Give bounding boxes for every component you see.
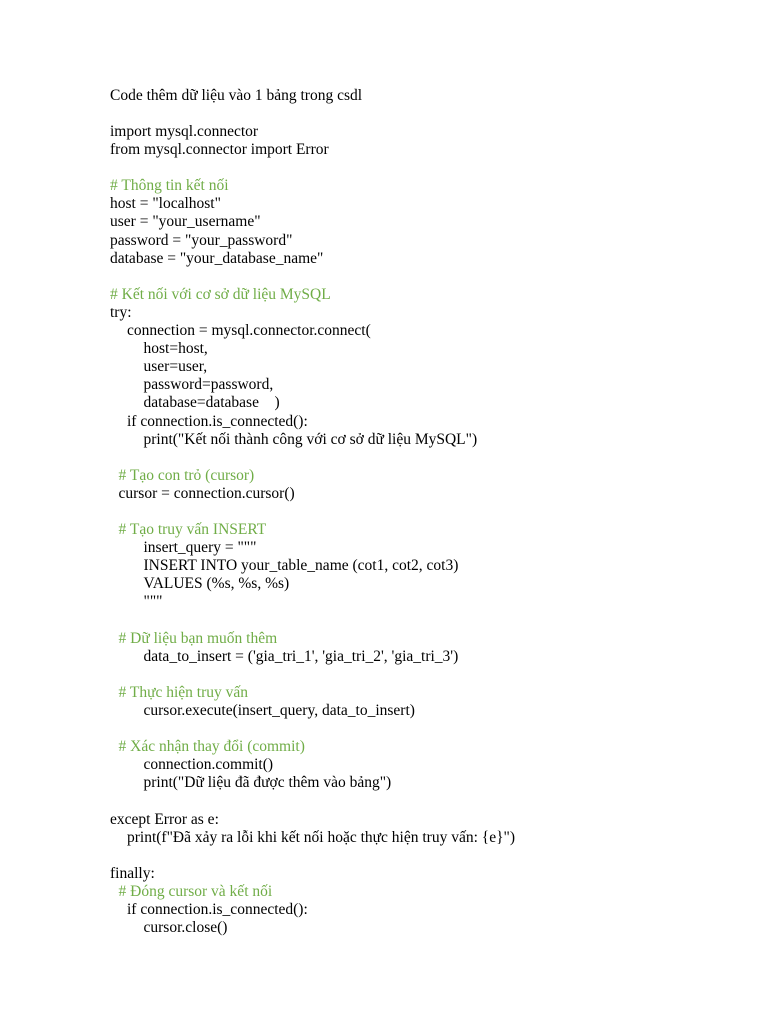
blank-line xyxy=(110,159,515,177)
code-line: cursor.execute(insert_query, data_to_insert) xyxy=(143,702,415,719)
blank-line xyxy=(110,847,515,865)
code-comment-line: # Xác nhận thay đổi (commit) xyxy=(118,738,305,756)
blank-line xyxy=(110,720,515,738)
code-line: INSERT INTO your_table_name (cot1, cot2, cot3) xyxy=(143,557,459,575)
code-line: print("Dữ liệu đã được thêm vào bảng") xyxy=(143,774,392,792)
code-line: host = "localhost" xyxy=(110,195,221,213)
code-comment-line: # Thực hiện truy vấn xyxy=(118,683,249,701)
document-title: Code thêm dữ liệu vào 1 bảng trong csdl xyxy=(110,87,363,104)
code-line: VALUES (%s, %s, %s) xyxy=(143,575,290,593)
code-line: password = "your_password" xyxy=(110,231,293,249)
code-line: print(f"Đã xảy ra lỗi khi kết nối hoặc thực hiện truy vấn: {e}") xyxy=(127,828,516,846)
code-comment-line: # Thông tin kết nối xyxy=(110,177,229,195)
code-line: data_to_insert = ('gia_tri_1', 'gia_tri_2', 'gia_tri_3') xyxy=(143,647,459,665)
code-line: insert_query = """ xyxy=(143,539,257,557)
code-line: except Error as e: xyxy=(110,810,219,828)
code-comment-line: # Tạo truy vấn INSERT xyxy=(118,521,267,539)
blank-line xyxy=(110,449,515,467)
code-line: user = "your_username" xyxy=(110,213,261,231)
code-line: connection.commit() xyxy=(143,756,274,774)
code-line: print("Kết nối thành công với cơ sở dữ liệu MySQL") xyxy=(143,430,478,448)
code-line: from mysql.connector import Error xyxy=(110,141,329,159)
blank-line xyxy=(110,612,515,630)
code-line: if connection.is_connected(): xyxy=(127,901,308,919)
code-line: if connection.is_connected(): xyxy=(127,412,308,430)
code-line: user=user, xyxy=(143,358,208,376)
code-comment-line: # Tạo con trỏ (cursor) xyxy=(118,466,255,484)
code-line: database=database ) xyxy=(143,394,280,412)
blank-line xyxy=(110,792,515,810)
code-line: password=password, xyxy=(143,376,274,394)
code-block xyxy=(110,123,515,937)
code-line: import mysql.connector xyxy=(110,123,259,140)
code-line: try: xyxy=(110,303,132,321)
blank-line xyxy=(110,268,515,286)
code-comment-line: # Dữ liệu bạn muốn thêm xyxy=(118,629,278,647)
code-comment-line: # Kết nối với cơ sở dữ liệu MySQL xyxy=(110,285,331,303)
code-line: host=host, xyxy=(143,340,208,358)
code-line: database = "your_database_name" xyxy=(110,249,324,267)
blank-line xyxy=(110,503,515,521)
code-line: finally: xyxy=(110,864,155,882)
code-line: """ xyxy=(143,593,163,611)
blank-line xyxy=(110,666,515,684)
code-line: cursor.close() xyxy=(143,919,228,937)
code-comment-line: # Đóng cursor và kết nối xyxy=(118,882,273,900)
code-line: connection = mysql.connector.connect( xyxy=(127,322,371,340)
code-line: cursor = connection.cursor() xyxy=(118,484,295,502)
